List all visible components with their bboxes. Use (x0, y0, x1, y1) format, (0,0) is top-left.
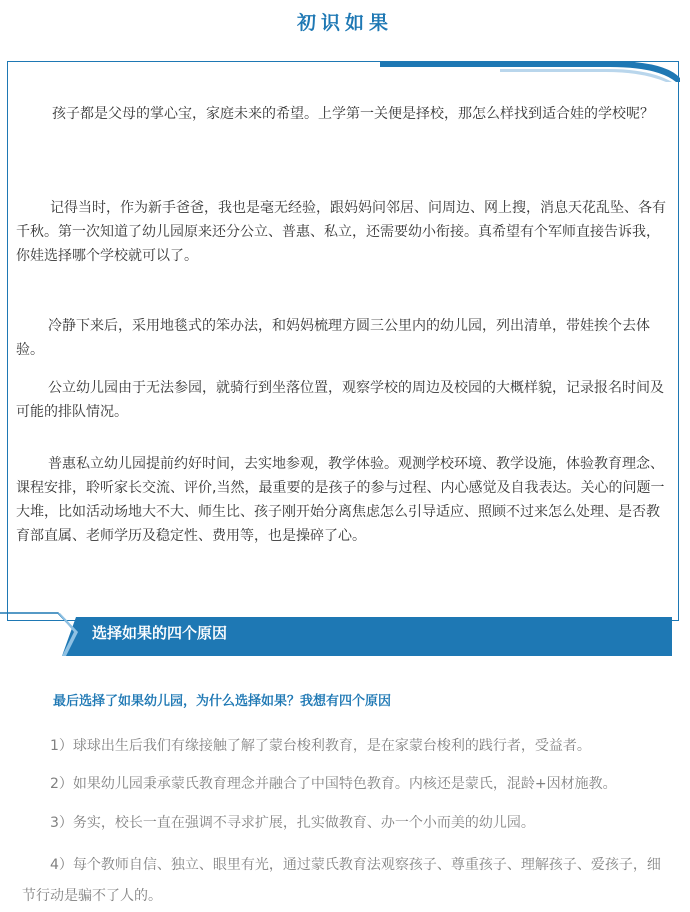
reason-item-2: 2）如果幼儿园秉承蒙氏教育理念并融合了中国特色教育。内核还是蒙氏，混龄+因材施教。 (50, 776, 617, 792)
reason-item-3: 3）务实，校长一直在强调不寻求扩展，扎实做教育、办一个小而美的幼儿园。 (50, 815, 535, 831)
reason-item-1: 1）球球出生后我们有缘接触了解了蒙台梭利教育，是在家蒙台梭利的践行者，受益者。 (50, 738, 591, 754)
intro-paragraph-3: 冷静下来后，采用地毯式的笨办法，和妈妈梳理方圆三公里内的幼儿园，列出清单，带娃挨个去体验。 (16, 318, 650, 358)
reason-item-4: 4）每个教师自信、独立、眼里有光，通过蒙氏教育法观察孩子、尊重孩子、理解孩子、爱孩子，细节行动是骗不了人的。 (22, 857, 661, 904)
page-title: 初识如果 (296, 12, 393, 34)
intro-paragraph-4: 公立幼儿园由于无法参园，就骑行到坐落位置，观察学校的周边及校园的大概样貌，记录报名时间及可能的排队情况。 (16, 380, 664, 420)
intro-paragraph-5: 普惠私立幼儿园提前约好时间，去实地参观，教学体验。观测学校环境、教学设施，体验教育理念、课程安排，聆听家长交流、评价,当然，最重要的是孩子的参与过程、内心感觉及自我表达。关心的问题一大堆，比如活动场地大不大、师生比、孩子刚开始分离焦虑怎么引导适应、照顾不过来怎么处理、是否教育部直属、老师学历及稳定性、费用等，也是操碎了心。 (16, 456, 665, 544)
corner-swoosh-decoration (380, 58, 682, 82)
section-title: 选择如果的四个原因 (92, 624, 228, 642)
intro-paragraph-1: 孩子都是父母的掌心宝，家庭未来的希望。上学第一关便是择校，那怎么样找到适合娃的学校呢？ (52, 106, 654, 122)
section-subheading: 最后选择了如果幼儿园，为什么选择如果？我想有四个原因 (53, 694, 392, 709)
intro-paragraph-2: 记得当时，作为新手爸爸，我也是毫无经验，跟妈妈问邻居、问周边、网上搜，消息天花乱坠、各有千秋。第一次知道了幼儿园原来还分公立、普惠、私立，还需要幼小衔接。真希望有个军师直接告诉我，你娃选择哪个学校就可以了。 (16, 200, 666, 264)
